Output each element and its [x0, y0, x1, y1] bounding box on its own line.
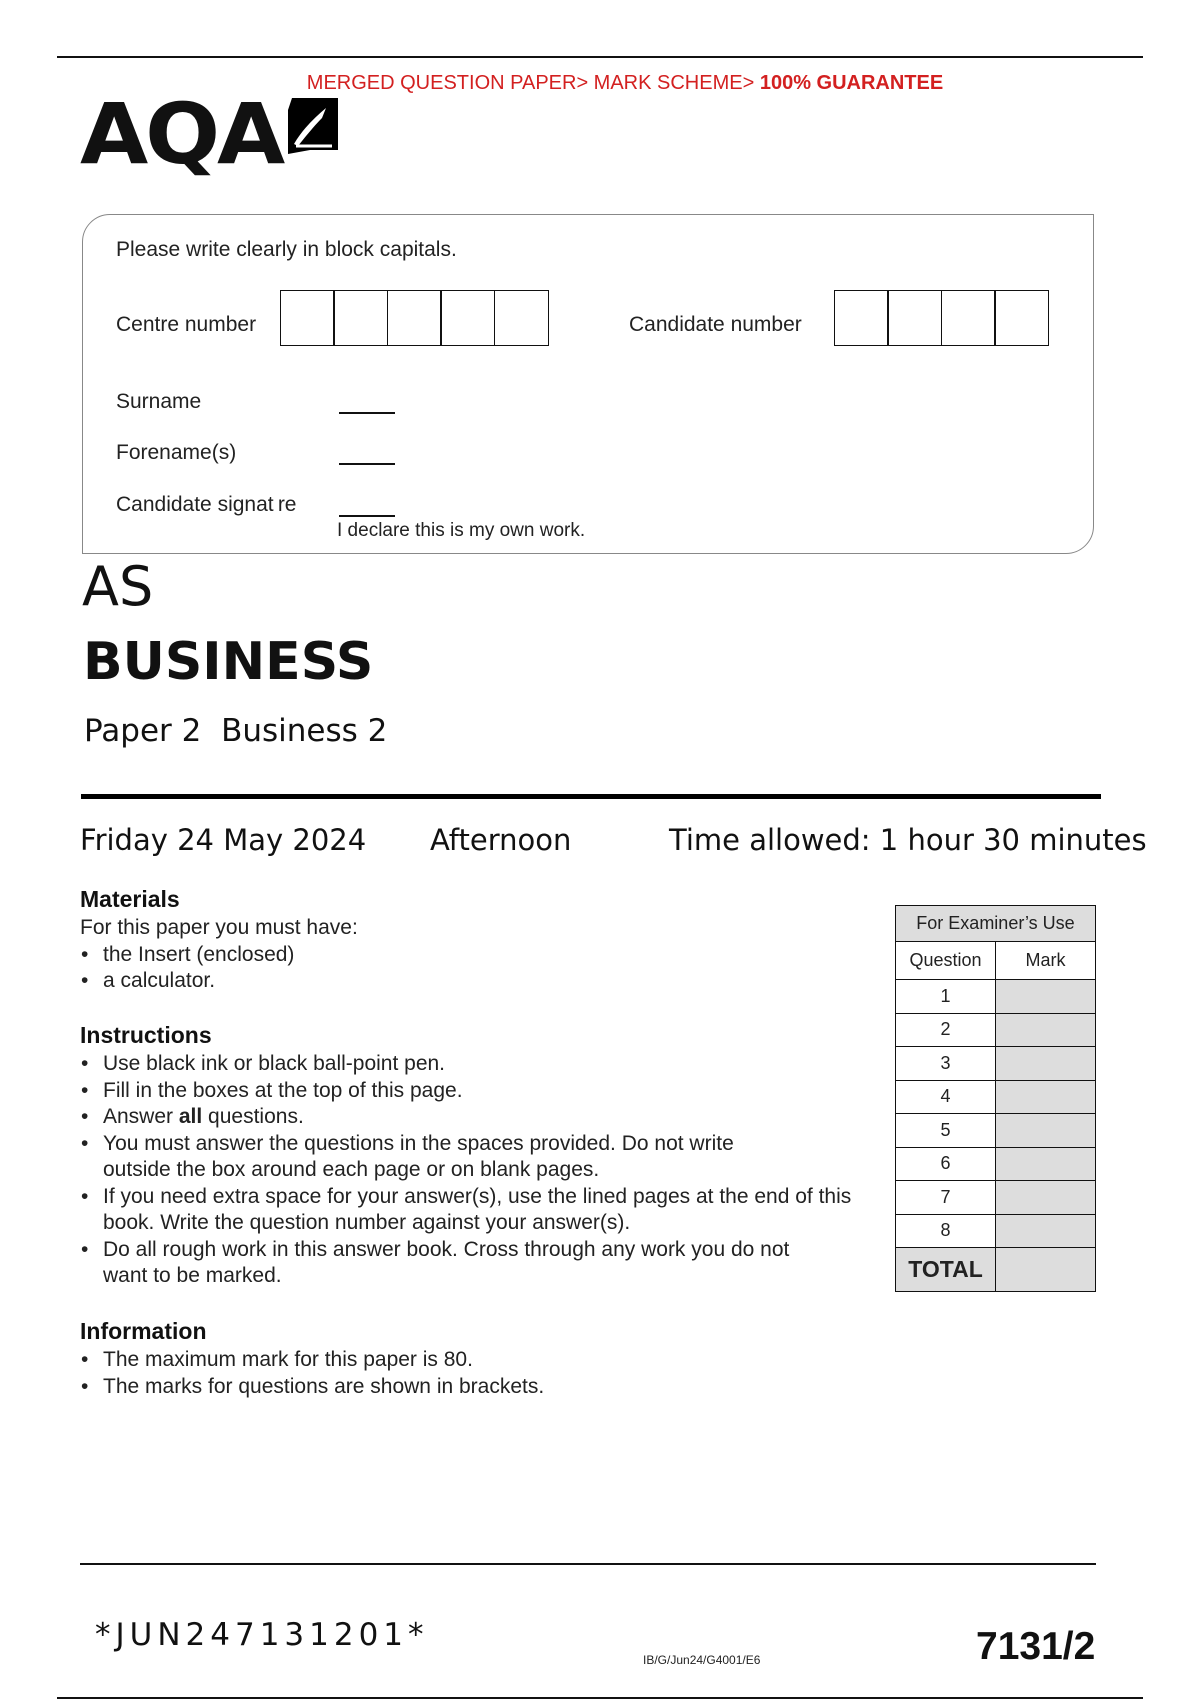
- title-rule: [81, 794, 1101, 799]
- paper-title: Paper 2 Business 2: [84, 713, 388, 749]
- materials-intro: For this paper you must have:: [80, 916, 358, 939]
- list-item: • a calculator.: [80, 968, 880, 995]
- barcode-text: *JUN247131201*: [95, 1617, 429, 1653]
- materials-section: [80, 886, 880, 995]
- instructions-section: [80, 1022, 880, 1290]
- question-number: 3: [896, 1047, 996, 1081]
- centre-digit-box[interactable]: [387, 290, 442, 346]
- banner-guarantee: 100% GUARANTEE: [759, 72, 944, 94]
- materials-list: [80, 942, 880, 995]
- list-item: • If you need extra space for your answer(s), use the lined pages at the end of this book. Write the question number against your answer(s).: [80, 1184, 873, 1237]
- signature-label: Candidate signat re: [116, 493, 297, 516]
- centre-digit-box[interactable]: [333, 290, 388, 346]
- list-item: • Use black ink or black ball-point pen.: [80, 1051, 880, 1078]
- banner-prefix: MERGED QUESTION PAPER> MARK SCHEME>: [306, 72, 760, 94]
- mark-cell: [996, 980, 1096, 1014]
- surname-label: Surname: [116, 390, 202, 413]
- exam-session: Afternoon: [430, 823, 572, 857]
- mark-cell: [996, 1147, 1096, 1181]
- logo-mark-icon: [284, 96, 340, 156]
- table-row: [896, 1013, 1096, 1047]
- footer-rule: [80, 1563, 1096, 1565]
- list-item: • Do all rough work in this answer book. Cross through any work you do not want to be marked.: [80, 1237, 823, 1290]
- information-section: [80, 1318, 880, 1400]
- top-rule: [57, 56, 1143, 58]
- question-number: 2: [896, 1013, 996, 1047]
- question-number: 1: [896, 980, 996, 1014]
- exam-date: Friday 24 May 2024: [80, 823, 367, 857]
- table-row: [896, 1147, 1096, 1181]
- table-row: [896, 1181, 1096, 1215]
- mark-column-header: Mark: [996, 942, 1096, 980]
- table-row: [896, 1047, 1096, 1081]
- instructions-list: [80, 1051, 880, 1290]
- logo-text: AQA: [80, 85, 283, 183]
- list-item: [80, 1104, 880, 1131]
- table-row: [896, 1214, 1096, 1248]
- signature-field[interactable]: [339, 515, 395, 517]
- mark-cell: [996, 1114, 1096, 1148]
- aqa-logo: [80, 85, 283, 183]
- candidate-digit-box[interactable]: [941, 290, 996, 346]
- candidate-number-boxes[interactable]: [835, 290, 1049, 346]
- examiner-use-table: [895, 905, 1096, 1292]
- time-allowed: Time allowed: 1 hour 30 minutes: [669, 823, 1147, 857]
- mark-cell: [996, 1181, 1096, 1215]
- mark-cell: [996, 1013, 1096, 1047]
- centre-digit-box[interactable]: [280, 290, 335, 346]
- form-instruction: Please write clearly in block capitals.: [116, 238, 457, 261]
- table-row: [896, 1080, 1096, 1114]
- table-row: [896, 1114, 1096, 1148]
- mark-cell: [996, 1080, 1096, 1114]
- answer-bold: all: [178, 1105, 203, 1128]
- surname-field[interactable]: [339, 412, 395, 414]
- qualification-level: AS: [82, 555, 154, 618]
- centre-digit-box[interactable]: [440, 290, 495, 346]
- subject-title: BUSINESS: [83, 632, 374, 692]
- question-number: 4: [896, 1080, 996, 1114]
- mark-cell: [996, 1047, 1096, 1081]
- total-mark-cell: [996, 1248, 1096, 1292]
- bottom-rule: [57, 1697, 1143, 1699]
- list-item: • the Insert (enclosed): [80, 942, 880, 969]
- question-number: 5: [896, 1114, 996, 1148]
- examiner-table-title: For Examiner’s Use: [896, 906, 1096, 942]
- list-item: • The marks for questions are shown in brackets.: [80, 1374, 880, 1401]
- forenames-field[interactable]: [339, 463, 395, 465]
- mark-cell: [996, 1214, 1096, 1248]
- question-number: 6: [896, 1147, 996, 1181]
- information-heading: Information: [80, 1318, 207, 1344]
- list-item: • You must answer the questions in the spaces provided. Do not write outside the box around each page or on blank pages.: [80, 1131, 803, 1184]
- candidate-number-label: Candidate number: [629, 313, 802, 336]
- candidate-digit-box[interactable]: [887, 290, 942, 346]
- table-row: [896, 980, 1096, 1014]
- information-list: [80, 1347, 880, 1400]
- forenames-label: Forename(s): [116, 441, 237, 464]
- centre-number-boxes[interactable]: [281, 290, 549, 346]
- centre-number-label: Centre number: [116, 313, 257, 336]
- centre-digit-box[interactable]: [494, 290, 549, 346]
- total-label: TOTAL: [896, 1248, 996, 1292]
- paper-code: 7131/2: [976, 1625, 1096, 1668]
- answer-prefix: Answer: [103, 1105, 179, 1128]
- declaration-text: I declare this is my own work.: [337, 520, 586, 541]
- candidate-digit-box[interactable]: [994, 290, 1049, 346]
- question-number: 7: [896, 1181, 996, 1215]
- instructions-heading: Instructions: [80, 1022, 212, 1048]
- answer-suffix: questions.: [202, 1105, 304, 1128]
- candidate-digit-box[interactable]: [834, 290, 889, 346]
- document-reference: IB/G/Jun24/G4001/E6: [643, 1653, 761, 1667]
- question-column-header: Question: [896, 942, 996, 980]
- list-item: • The maximum mark for this paper is 80.: [80, 1347, 880, 1374]
- materials-heading: Materials: [80, 886, 180, 912]
- list-item: • Fill in the boxes at the top of this page.: [80, 1078, 880, 1105]
- question-number: 8: [896, 1214, 996, 1248]
